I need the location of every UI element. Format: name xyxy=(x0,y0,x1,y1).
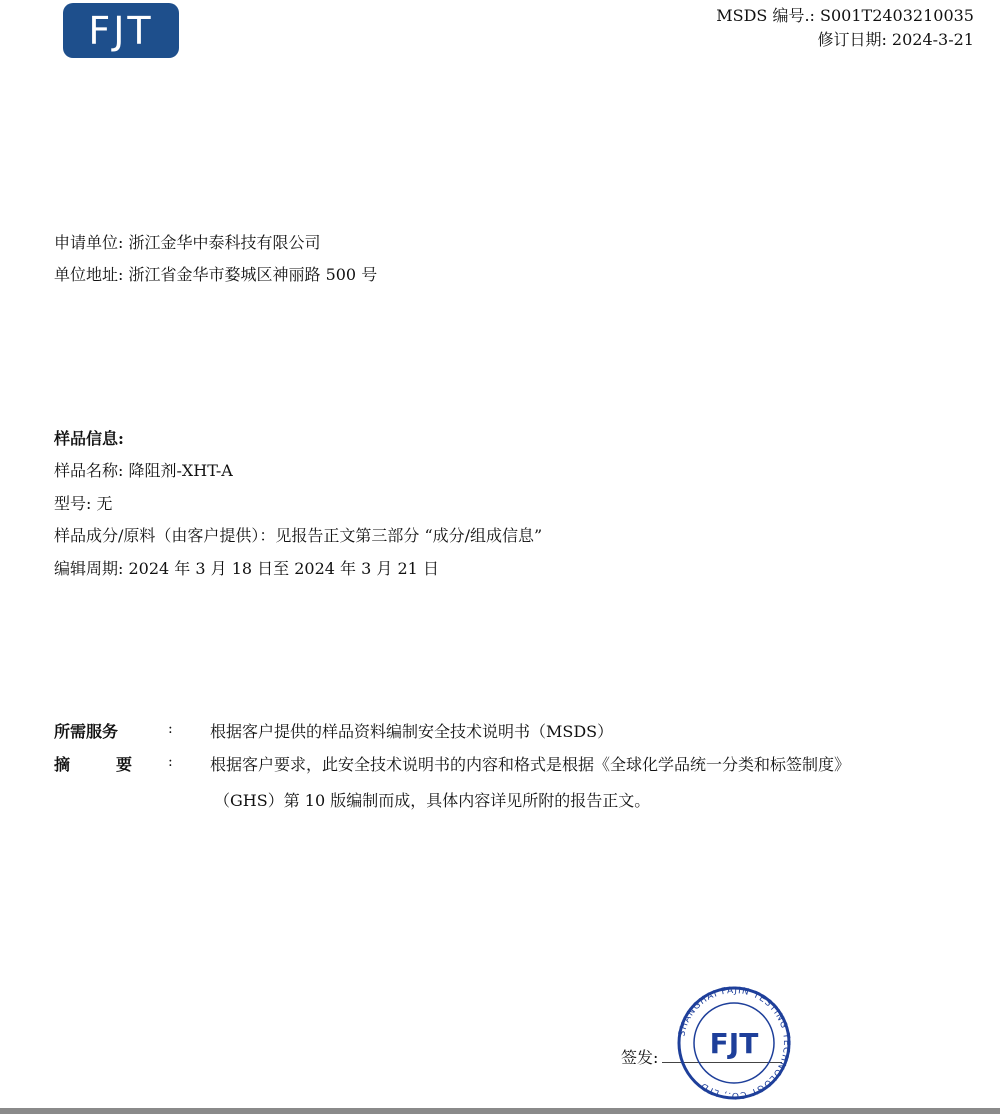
revision-date: 修订日期: 2024-3-21 xyxy=(817,30,974,49)
seal-ring-text: SHANGHAI FAJIN TESTING TECHNOLOGY CO., LTD xyxy=(677,986,792,1100)
service-label: 所需服务 xyxy=(54,722,119,741)
company-logo xyxy=(63,3,179,58)
sample-name: 样品名称: 降阻剂-XHT-A xyxy=(54,461,233,480)
seal-center-text: FJT xyxy=(709,1027,759,1060)
summary-label-char-2: 要 xyxy=(115,755,132,774)
sample-info-heading: 样品信息: xyxy=(54,429,124,448)
applicant-unit: 申请单位: 浙江金华中泰科技有限公司 xyxy=(54,233,321,252)
document-header xyxy=(716,4,974,52)
service-text: 根据客户提供的样品资料编制安全技术说明书（MSDS） xyxy=(210,722,614,741)
signature-label: 签发: xyxy=(621,1048,659,1067)
summary-label xyxy=(54,752,132,775)
page-bottom-border xyxy=(0,1108,1000,1114)
summary-line-1: 根据客户要求，此安全技术说明书的内容和格式是根据《全球化学品统一分类和标签制度》 xyxy=(210,755,851,774)
summary-colon: : xyxy=(168,754,173,770)
summary-line-2: （GHS）第 10 版编制而成，具体内容详见所附的报告正文。 xyxy=(214,791,651,810)
logo-text: FJT xyxy=(88,8,154,53)
sample-composition: 样品成分/原料（由客户提供）：见报告正文第三部分 “成分/组成信息” xyxy=(54,526,543,545)
msds-number: MSDS 编号.: S001T2403210035 xyxy=(716,6,974,25)
summary-label-char-1: 摘 xyxy=(54,755,71,774)
sample-model: 型号: 无 xyxy=(54,494,113,513)
service-colon: : xyxy=(168,721,173,737)
applicant-address: 单位地址: 浙江省金华市婺城区神丽路 500 号 xyxy=(54,265,378,284)
edit-period: 编辑周期: 2024 年 3 月 18 日至 2024 年 3 月 21 日 xyxy=(54,559,439,578)
company-seal xyxy=(668,986,800,1100)
